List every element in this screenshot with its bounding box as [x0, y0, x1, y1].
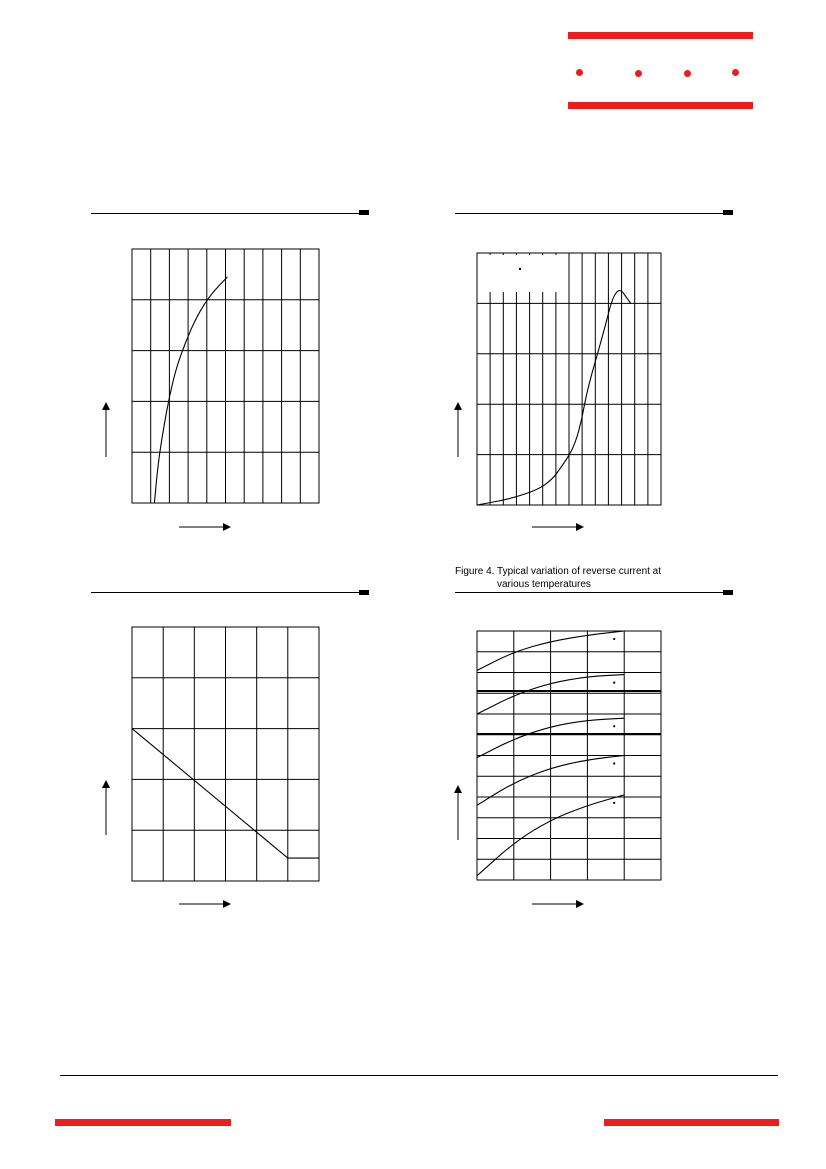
series-line-curve: [154, 277, 227, 503]
series-marker-dot: [613, 802, 615, 804]
series-marker-dot: [613, 725, 615, 727]
gridlines: [477, 631, 661, 880]
gridlines: [132, 627, 319, 881]
series-marker-dot: [613, 638, 615, 640]
legend-dot: [519, 268, 521, 270]
figure4-caption-line1: Figure 4. Typical variation of reverse current at: [455, 566, 662, 577]
chart-top-right: [477, 253, 661, 505]
chart-top-left: [132, 249, 319, 503]
legend-box: [486, 255, 564, 292]
chart-bottom-right: [477, 631, 661, 880]
footer-bar-right: [604, 1119, 779, 1126]
series-marker-dot: [613, 762, 615, 764]
footer-bar-left: [55, 1119, 231, 1126]
footer-rule: [60, 1075, 778, 1076]
chart-bottom-left: [132, 627, 319, 881]
series-line-curve: [477, 291, 631, 505]
figure4-caption-line2: various temperatures: [497, 579, 591, 590]
series-marker-dot: [613, 682, 615, 684]
gridlines: [132, 249, 319, 503]
